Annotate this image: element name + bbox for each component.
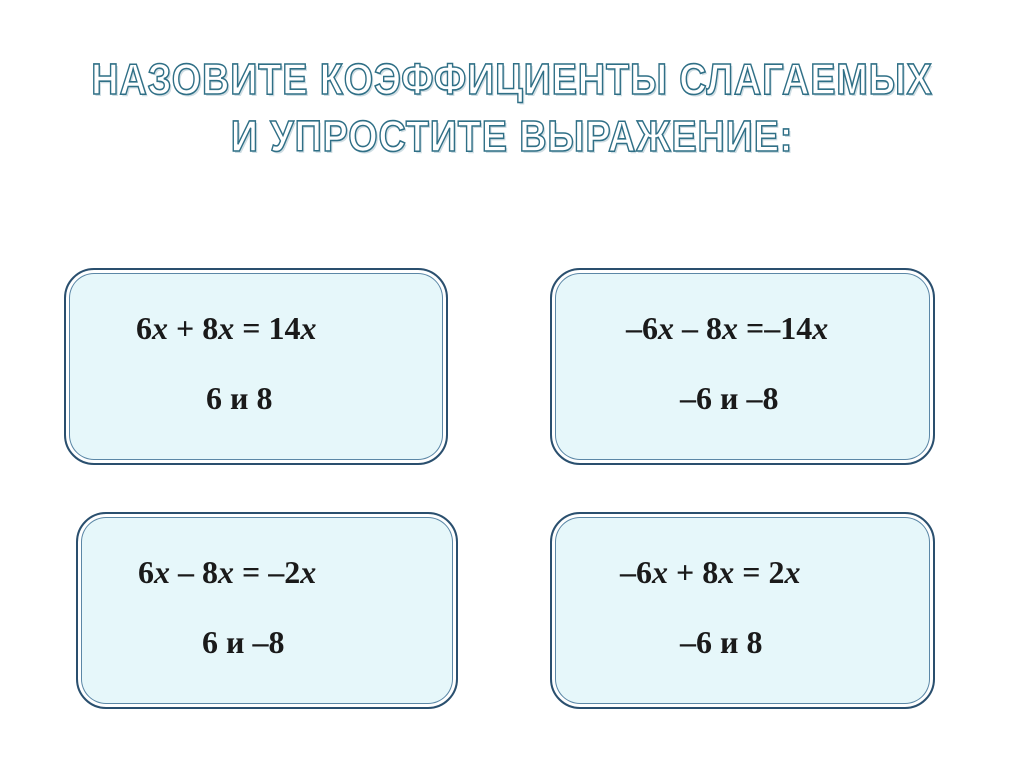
card-1-equation: 6x + 8x = 14x — [136, 310, 317, 346]
card-4-coefficients: –6 и 8 — [680, 624, 763, 660]
expression-card-1 — [64, 268, 448, 465]
expression-card-2 — [550, 268, 935, 465]
card-4-equation: –6x + 8x = 2x — [620, 554, 801, 590]
expression-card-4 — [550, 512, 935, 709]
card-2-coefficients: –6 и –8 — [680, 380, 779, 416]
slide-title-line-2: И УПРОСТИТЕ ВЫРАЖЕНИЕ: — [230, 112, 794, 161]
card-2-equation: –6x – 8x =–14x — [626, 310, 829, 346]
card-1-coefficients: 6 и 8 — [206, 380, 273, 416]
expression-card-3 — [76, 512, 458, 709]
slide-title-line-1: НАЗОВИТЕ КОЭФФИЦИЕНТЫ СЛАГАЕМЫХ — [91, 55, 933, 104]
card-3-equation: 6x – 8x = –2x — [138, 554, 317, 590]
card-3-coefficients: 6 и –8 — [202, 624, 285, 660]
